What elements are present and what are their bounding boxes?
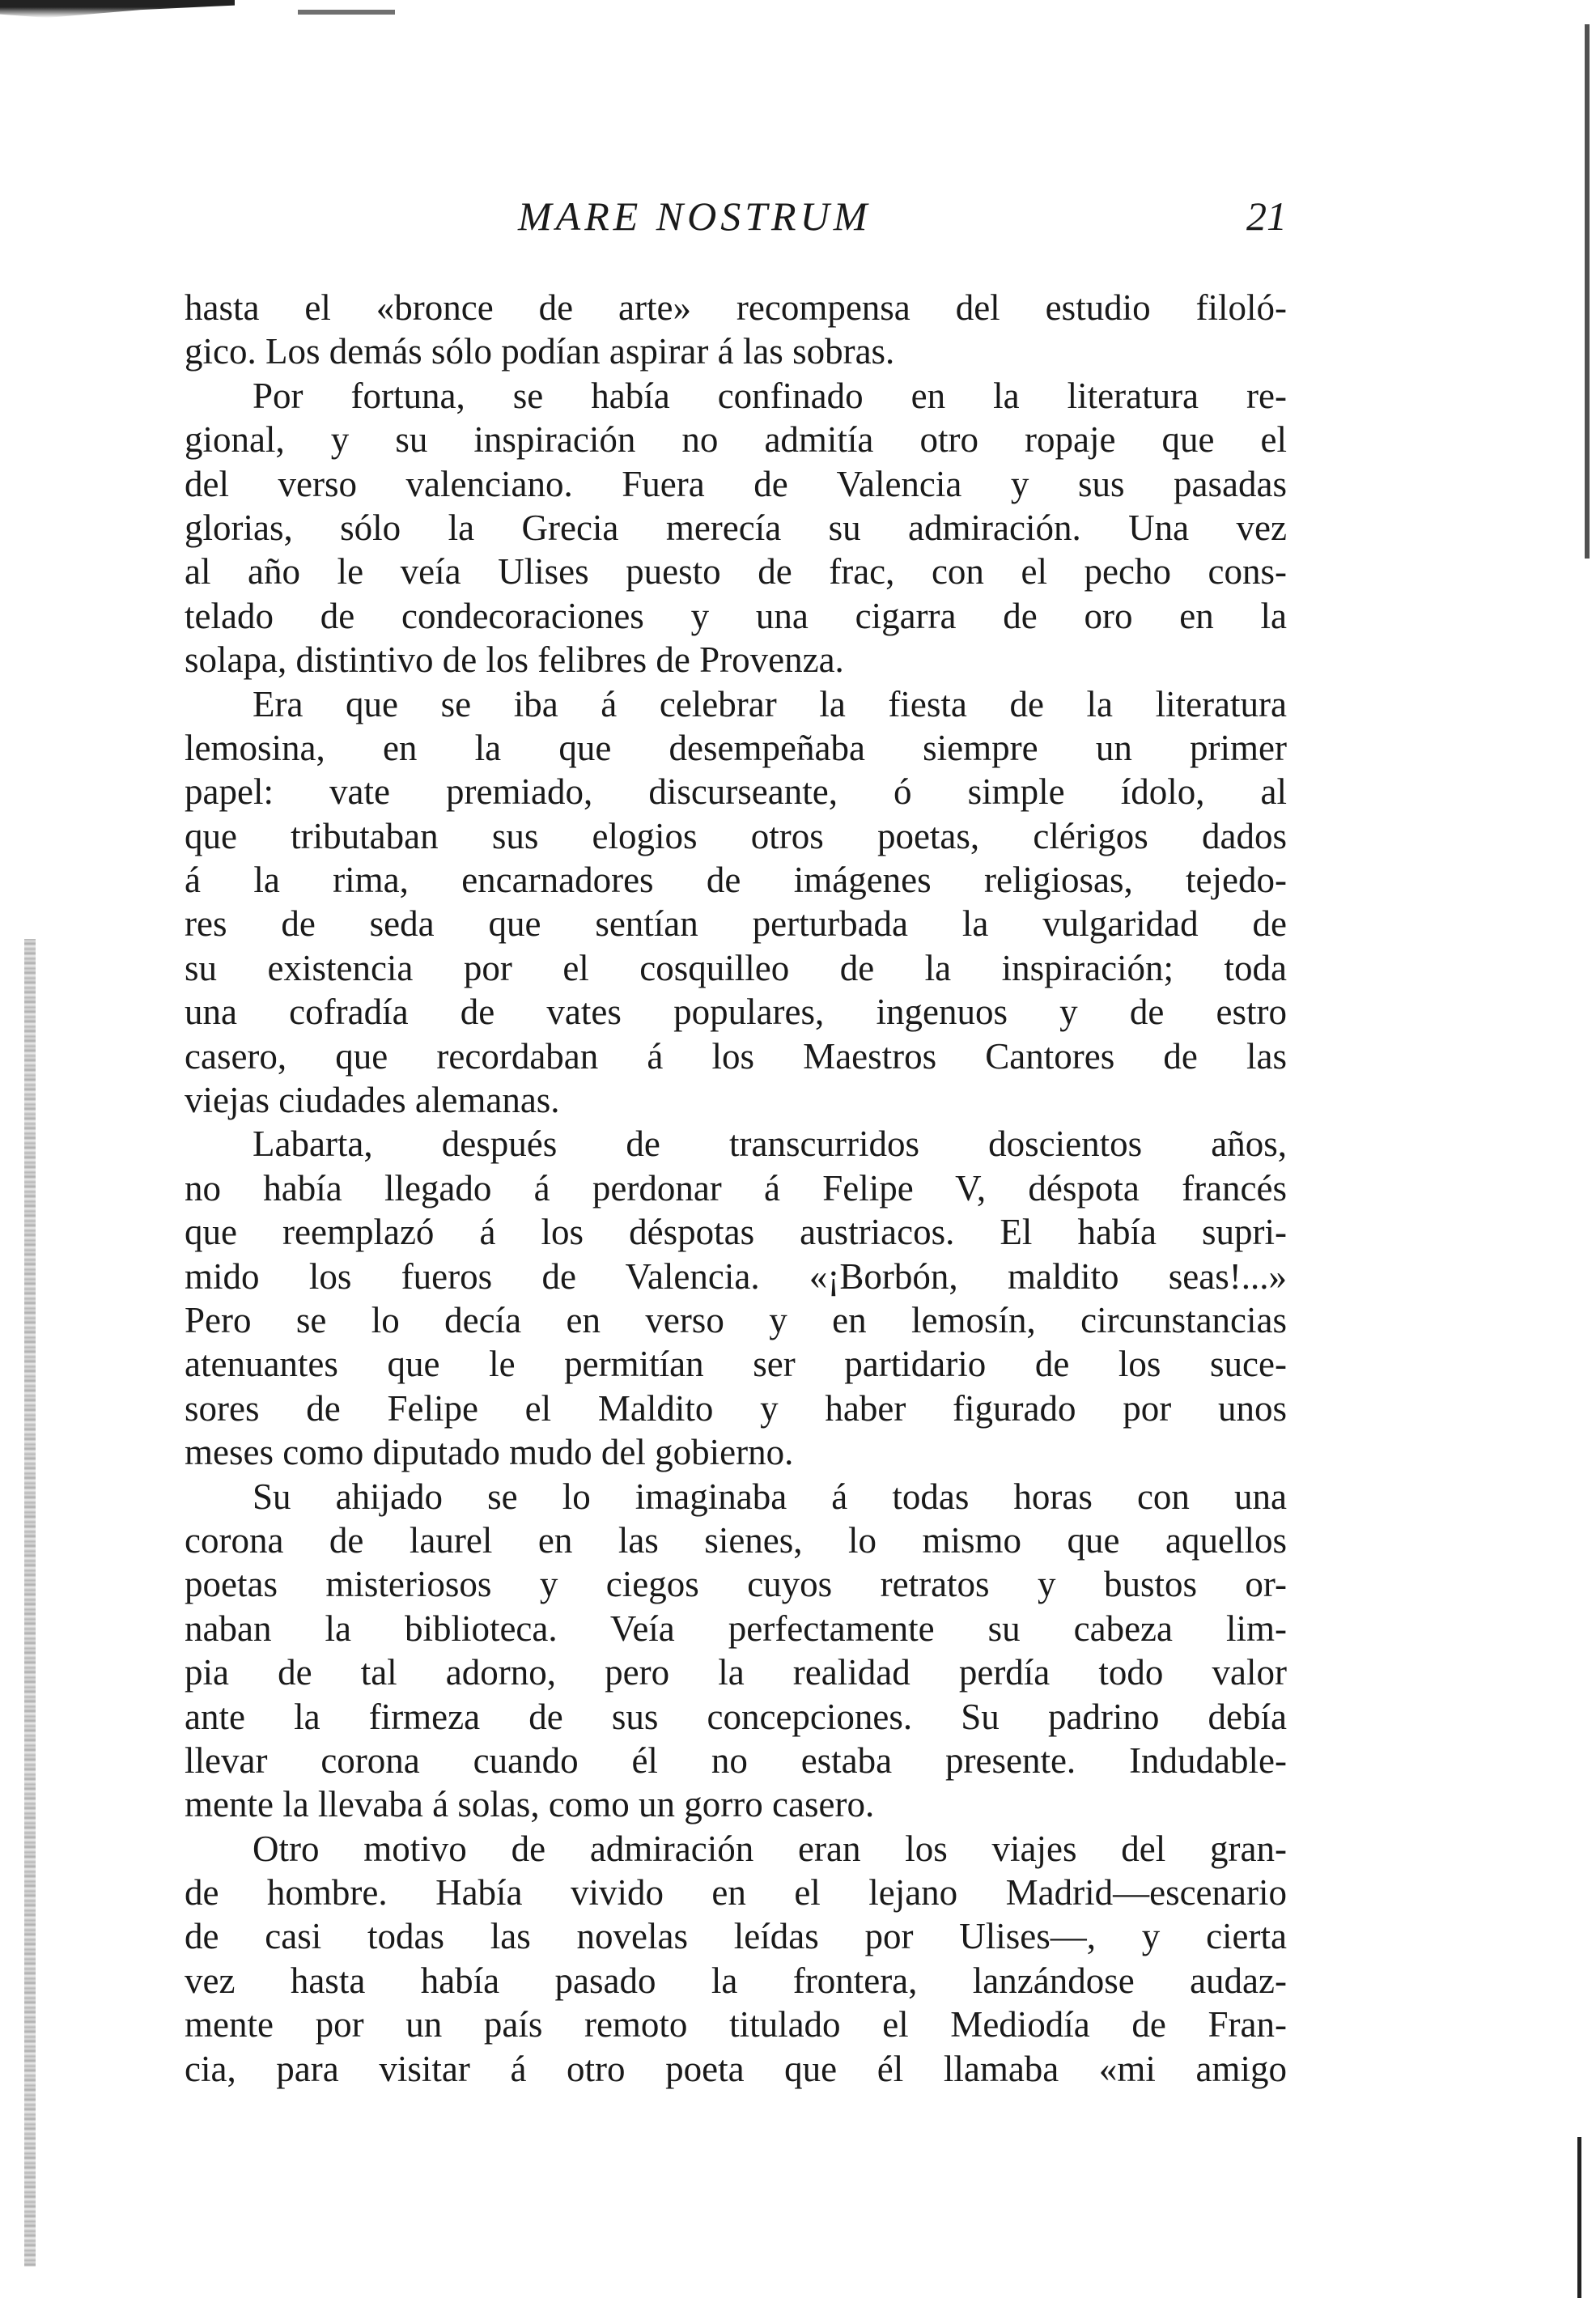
text-line: del verso valenciano. Fuera de Valencia y sus pasadas	[185, 463, 1287, 504]
text-line: mente la llevaba á solas, como un gorro casero.	[185, 1784, 875, 1825]
text-line: Pero se lo decía en verso y en lemosín, circunstancias	[185, 1299, 1287, 1340]
text-line: viejas ciudades alemanas.	[185, 1080, 560, 1121]
text-line: á la rima, encarnadores de imágenes religiosas, tejedo-	[185, 860, 1287, 901]
text-line: Otro motivo de admiración eran los viajes del gran-	[253, 1828, 1287, 1869]
text-line: pia de tal adorno, pero la realidad perdía todo valor	[185, 1652, 1287, 1693]
text-line: Por fortuna, se había confinado en la literatura re-	[253, 375, 1287, 416]
text-line: gional, y su inspiración no admitía otro ropaje que el	[185, 419, 1287, 461]
scan-artifact-right-edge-bottom	[1577, 2137, 1581, 2298]
text-line: llevar corona cuando él no estaba presente. Indudable-	[185, 1739, 1287, 1781]
text-line: que tributaban sus elogios otros poetas, clérigos dados	[185, 815, 1287, 856]
text-line: glorias, sólo la Grecia merecía su admiración. Una vez	[185, 507, 1287, 548]
text-line: solapa, distintivo de los felibres de Provenza.	[185, 639, 844, 681]
scan-artifact-top-dash	[298, 10, 395, 15]
text-line: Labarta, después de transcurridos doscientos años,	[253, 1124, 1287, 1165]
text-line: lemosina, en la que desempeñaba siempre un primer	[185, 727, 1287, 768]
text-line: atenuantes que le permitían ser partidario de los suce-	[185, 1344, 1287, 1385]
text-line: una cofradía de vates populares, ingenuos y de estro	[185, 992, 1287, 1033]
text-line: gico. Los demás sólo podían aspirar á las sobras.	[185, 331, 895, 372]
text-line: de hombre. Había vivido en el lejano Madrid—escenario	[185, 1872, 1287, 1914]
page-header	[186, 193, 1287, 241]
text-line: casero, que recordaban á los Maestros Cantores de las	[185, 1035, 1287, 1077]
page-number: 21	[1246, 193, 1287, 239]
text-line: mido los fueros de Valencia. «¡Borbón, maldito seas!...»	[185, 1255, 1287, 1297]
text-line: de casi todas las novelas leídas por Ulises—, y cierta	[185, 1916, 1287, 1957]
running-title: MARE NOSTRUM	[518, 193, 872, 239]
text-line: sores de Felipe el Maldito y haber figurado por unos	[185, 1387, 1287, 1429]
scan-artifact-top	[0, 0, 235, 18]
text-line: res de seda que sentían perturbada la vulgaridad de	[185, 903, 1287, 945]
text-line: mente por un país remoto titulado el Mediodía de Fran-	[185, 2004, 1287, 2045]
text-line: que reemplazó á los déspotas austriacos. El había supri-	[185, 1212, 1287, 1253]
text-line: Su ahijado se lo imaginaba á todas horas con una	[253, 1476, 1287, 1517]
text-line: ante la firmeza de sus concepciones. Su padrino debía	[185, 1696, 1287, 1737]
scan-artifact-right-edge-top	[1585, 24, 1590, 559]
body-text	[185, 286, 1287, 2091]
text-line: no había llegado á perdonar á Felipe V, déspota francés	[185, 1167, 1287, 1208]
text-line: cia, para visitar á otro poeta que él llamaba «mi amigo	[185, 2048, 1287, 2089]
text-line: su existencia por el cosquilleo de la inspiración; toda	[185, 947, 1287, 988]
text-line: hasta el «bronce de arte» recompensa del estudio filoló-	[185, 287, 1287, 328]
text-line: corona de laurel en las sienes, lo mismo que aquellos	[185, 1519, 1287, 1561]
text-line: meses como diputado mudo del gobierno.	[185, 1432, 794, 1473]
text-line: Era que se iba á celebrar la fiesta de la literatura	[253, 683, 1287, 724]
text-line: al año le veía Ulises puesto de frac, con el pecho cons-	[185, 551, 1287, 593]
scan-artifact-left-edge	[24, 939, 36, 2266]
text-line: naban la biblioteca. Veía perfectamente su cabeza lim-	[185, 1608, 1287, 1649]
text-line: papel: vate premiado, discurseante, ó simple ídolo, al	[185, 771, 1287, 813]
text-line: poetas misteriosos y ciegos cuyos retratos y bustos or-	[185, 1564, 1287, 1605]
text-line: telado de condecoraciones y una cigarra de oro en la	[185, 595, 1287, 636]
text-line: vez hasta había pasado la frontera, lanzándose audaz-	[185, 1960, 1287, 2001]
